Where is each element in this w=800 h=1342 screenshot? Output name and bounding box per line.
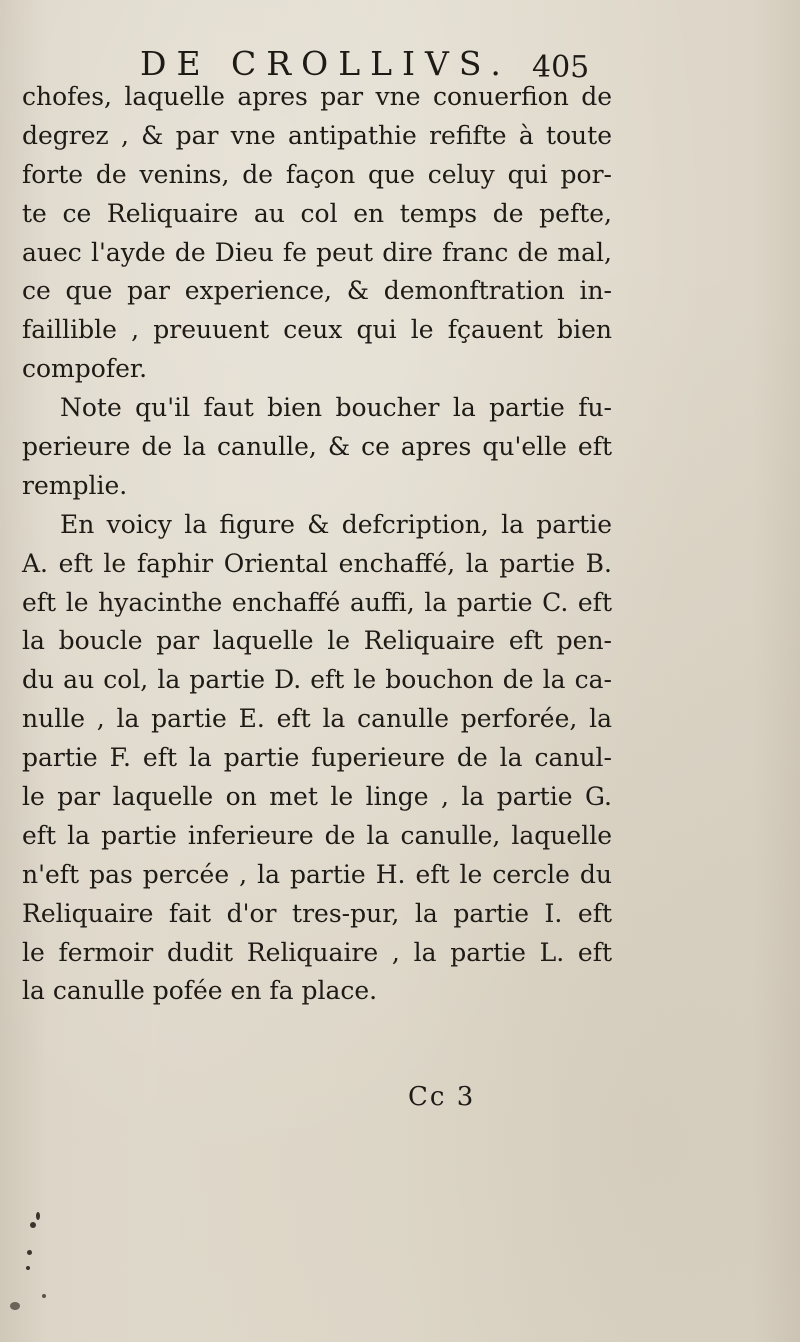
paper-speck	[26, 1266, 30, 1270]
text-line: A. eft le faphir Oriental enchaffé, la partie B.	[22, 548, 612, 578]
text-line: le fermoir dudit Reliquaire , la partie L. eft	[22, 937, 612, 967]
text-line: le par laquelle on met le linge , la partie G.	[22, 782, 612, 812]
text-line: la boucle par laquelle le Reliquaire eft pen-	[22, 626, 612, 656]
body-text	[22, 78, 612, 1011]
text-line: partie F. eft la partie fuperieure de la canul-	[22, 743, 612, 773]
paper-speck	[10, 1302, 20, 1310]
text-line: degrez , & par vne antipathie refifte à toute	[22, 120, 612, 150]
text-line: nulle , la partie E. eft la canulle perforée, la	[22, 704, 612, 734]
text-line: compofer.	[22, 354, 148, 384]
running-head-title: DE CROLLIVS.	[140, 44, 511, 83]
text-line: eft le hyacinthe enchaffé auffi, la partie C. eft	[22, 587, 612, 617]
text-line: te ce Reliquaire au col en temps de pefte,	[22, 198, 612, 228]
signature-mark: Cc 3	[408, 1082, 476, 1112]
text-line: du au col, la partie D. eft le bouchon de la ca-	[22, 665, 612, 695]
text-line: eft la partie inferieure de la canulle, laquelle	[22, 820, 612, 850]
text-line: la canulle pofée en fa place.	[22, 976, 378, 1006]
paper-speck	[30, 1222, 36, 1228]
text-line: remplie.	[22, 470, 128, 500]
text-line: Reliquaire fait d'or tres-pur, la partie I. eft	[22, 898, 612, 928]
paper-speck	[36, 1212, 40, 1220]
text-line: n'eft pas percée , la partie H. eft le cercle du	[22, 859, 612, 889]
text-line: perieure de la canulle, & ce apres qu'elle eft	[22, 432, 612, 462]
text-line: faillible , preuuent ceux qui le fçauent bien	[22, 315, 612, 345]
text-line: chofes, laquelle apres par vne conuerfion de	[22, 82, 612, 111]
text-line: forte de venins, de façon que celuy qui por-	[22, 159, 612, 189]
text-line: ce que par experience, & demonftration in-	[22, 276, 612, 306]
text-line: En voicy la figure & defcription, la partie	[60, 509, 612, 539]
text-line: Note qu'il faut bien boucher la partie fu-	[60, 393, 612, 423]
paper-speck	[42, 1294, 46, 1298]
text-line: auec l'ayde de Dieu fe peut dire franc de mal,	[22, 237, 612, 267]
page-number: 405	[532, 50, 590, 85]
paper-speck	[27, 1250, 32, 1255]
